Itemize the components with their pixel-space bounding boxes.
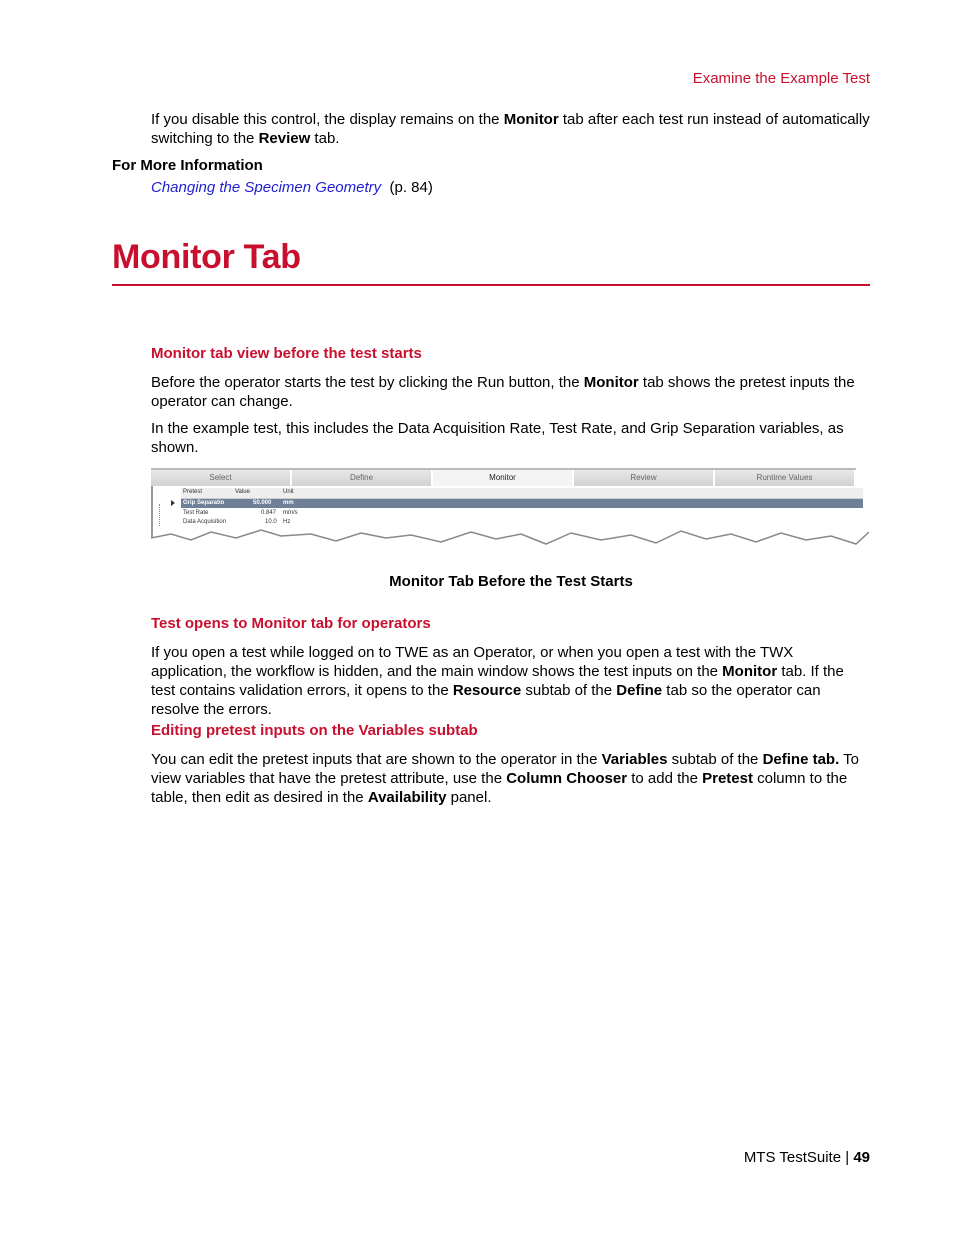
text-run: subtab of the [667,751,763,768]
bold-term: Pretest [702,770,753,787]
tab-review[interactable]: Review [574,470,715,488]
table-row[interactable] [181,509,863,518]
text-run: tab. [310,130,340,147]
column-header-unit[interactable]: Unit [283,489,294,495]
more-info-entry [151,179,433,196]
tab-define[interactable]: Define [292,470,433,488]
text-run: If you disable this control, the display remains on the [151,111,504,128]
specimen-geometry-link[interactable]: Changing the Specimen Geometry [151,179,382,196]
bold-term: Monitor [583,374,639,391]
text-run: subtab of the [521,682,617,699]
more-info-heading: For More Information [112,157,263,174]
column-header-pretest[interactable]: Pretest [183,489,203,495]
bold-term: Resource [452,682,522,699]
page-reference: (p. 84) [389,179,433,196]
section-heading-variables: Editing pretest inputs on the Variables subtab [151,722,478,739]
row-value[interactable]: 50.000 [253,500,272,506]
bold-term: Column Chooser [506,770,628,787]
tab-select[interactable]: Select [151,470,292,488]
page-footer [744,1149,870,1166]
text-run: You can edit the pretest inputs that are shown to the operator in the [151,751,602,768]
text-run: tab. If the test contains validation errors, it opens to the [151,663,844,699]
bold-term: Monitor [503,111,559,128]
row-value[interactable]: 0.847 [261,510,277,516]
text-run: to add the [627,770,703,787]
row-unit: Hz [283,519,291,525]
title-divider [112,284,870,286]
page-title: Monitor Tab [112,238,301,276]
text-run: tab after each test run instead of automatically switching to the [151,111,870,147]
current-row-arrow-icon [171,500,175,506]
section-heading-operators: Test opens to Monitor tab for operators [151,615,431,632]
row-name: Grip Separatio [183,500,225,506]
workflow-tab-bar [151,468,856,488]
tab-runtime-values[interactable]: Runtime Values [715,470,856,488]
bold-term: Monitor [722,663,778,680]
text-run: tab shows the pretest inputs the operator can change. [151,374,855,410]
text-run: If you open a test while logged on to TWE as an Operator, or when you open a test with the TWX application, the workflow is hidden, and the main window shows the test inputs on the [151,644,794,680]
figure-caption: Monitor Tab Before the Test Starts [389,573,633,590]
row-name: Data Acquisition [183,519,227,525]
table-row[interactable] [181,499,863,508]
bold-term: Variables [601,751,668,768]
row-unit: mm/s [283,510,298,516]
bold-term: Availability [367,789,447,806]
section1-paragraph2: In the example test, this includes the Data Acquisition Rate, Test Rate, and Grip Separation variables, as shown. [151,420,844,456]
row-value[interactable]: 10.0 [265,519,277,525]
monitor-tab-screenshot [151,468,869,554]
section-header-link[interactable]: Examine the Example Test [692,70,870,87]
tab-monitor[interactable]: Monitor [433,470,574,488]
text-run: To view variables that have the pretest attribute, use the [151,751,859,787]
bold-term: Review [258,130,311,147]
text-run: column to the table, then edit as desired in the [151,770,848,806]
section3-paragraph [151,750,871,807]
intro-paragraph [151,110,871,148]
column-header-value[interactable]: Value [235,489,250,495]
text-run: panel. [446,789,492,806]
row-unit: mm [283,500,294,506]
text-run: Before the operator starts the test by clicking the Run button, the [151,374,584,391]
row-name: Test Rate [183,510,209,516]
grid-header [181,488,863,499]
torn-edge [151,524,869,554]
section-heading-before-start: Monitor tab view before the test starts [151,345,422,362]
product-name: MTS TestSuite | [743,1149,854,1166]
section1-paragraph1 [151,373,871,411]
tree-guide [159,504,161,526]
bold-term: Define [616,682,663,699]
bold-term: Define tab. [762,751,840,768]
text-run: tab so the operator can resolve the errors. [151,682,821,718]
page-number: 49 [853,1149,870,1166]
section2-paragraph [151,643,871,719]
